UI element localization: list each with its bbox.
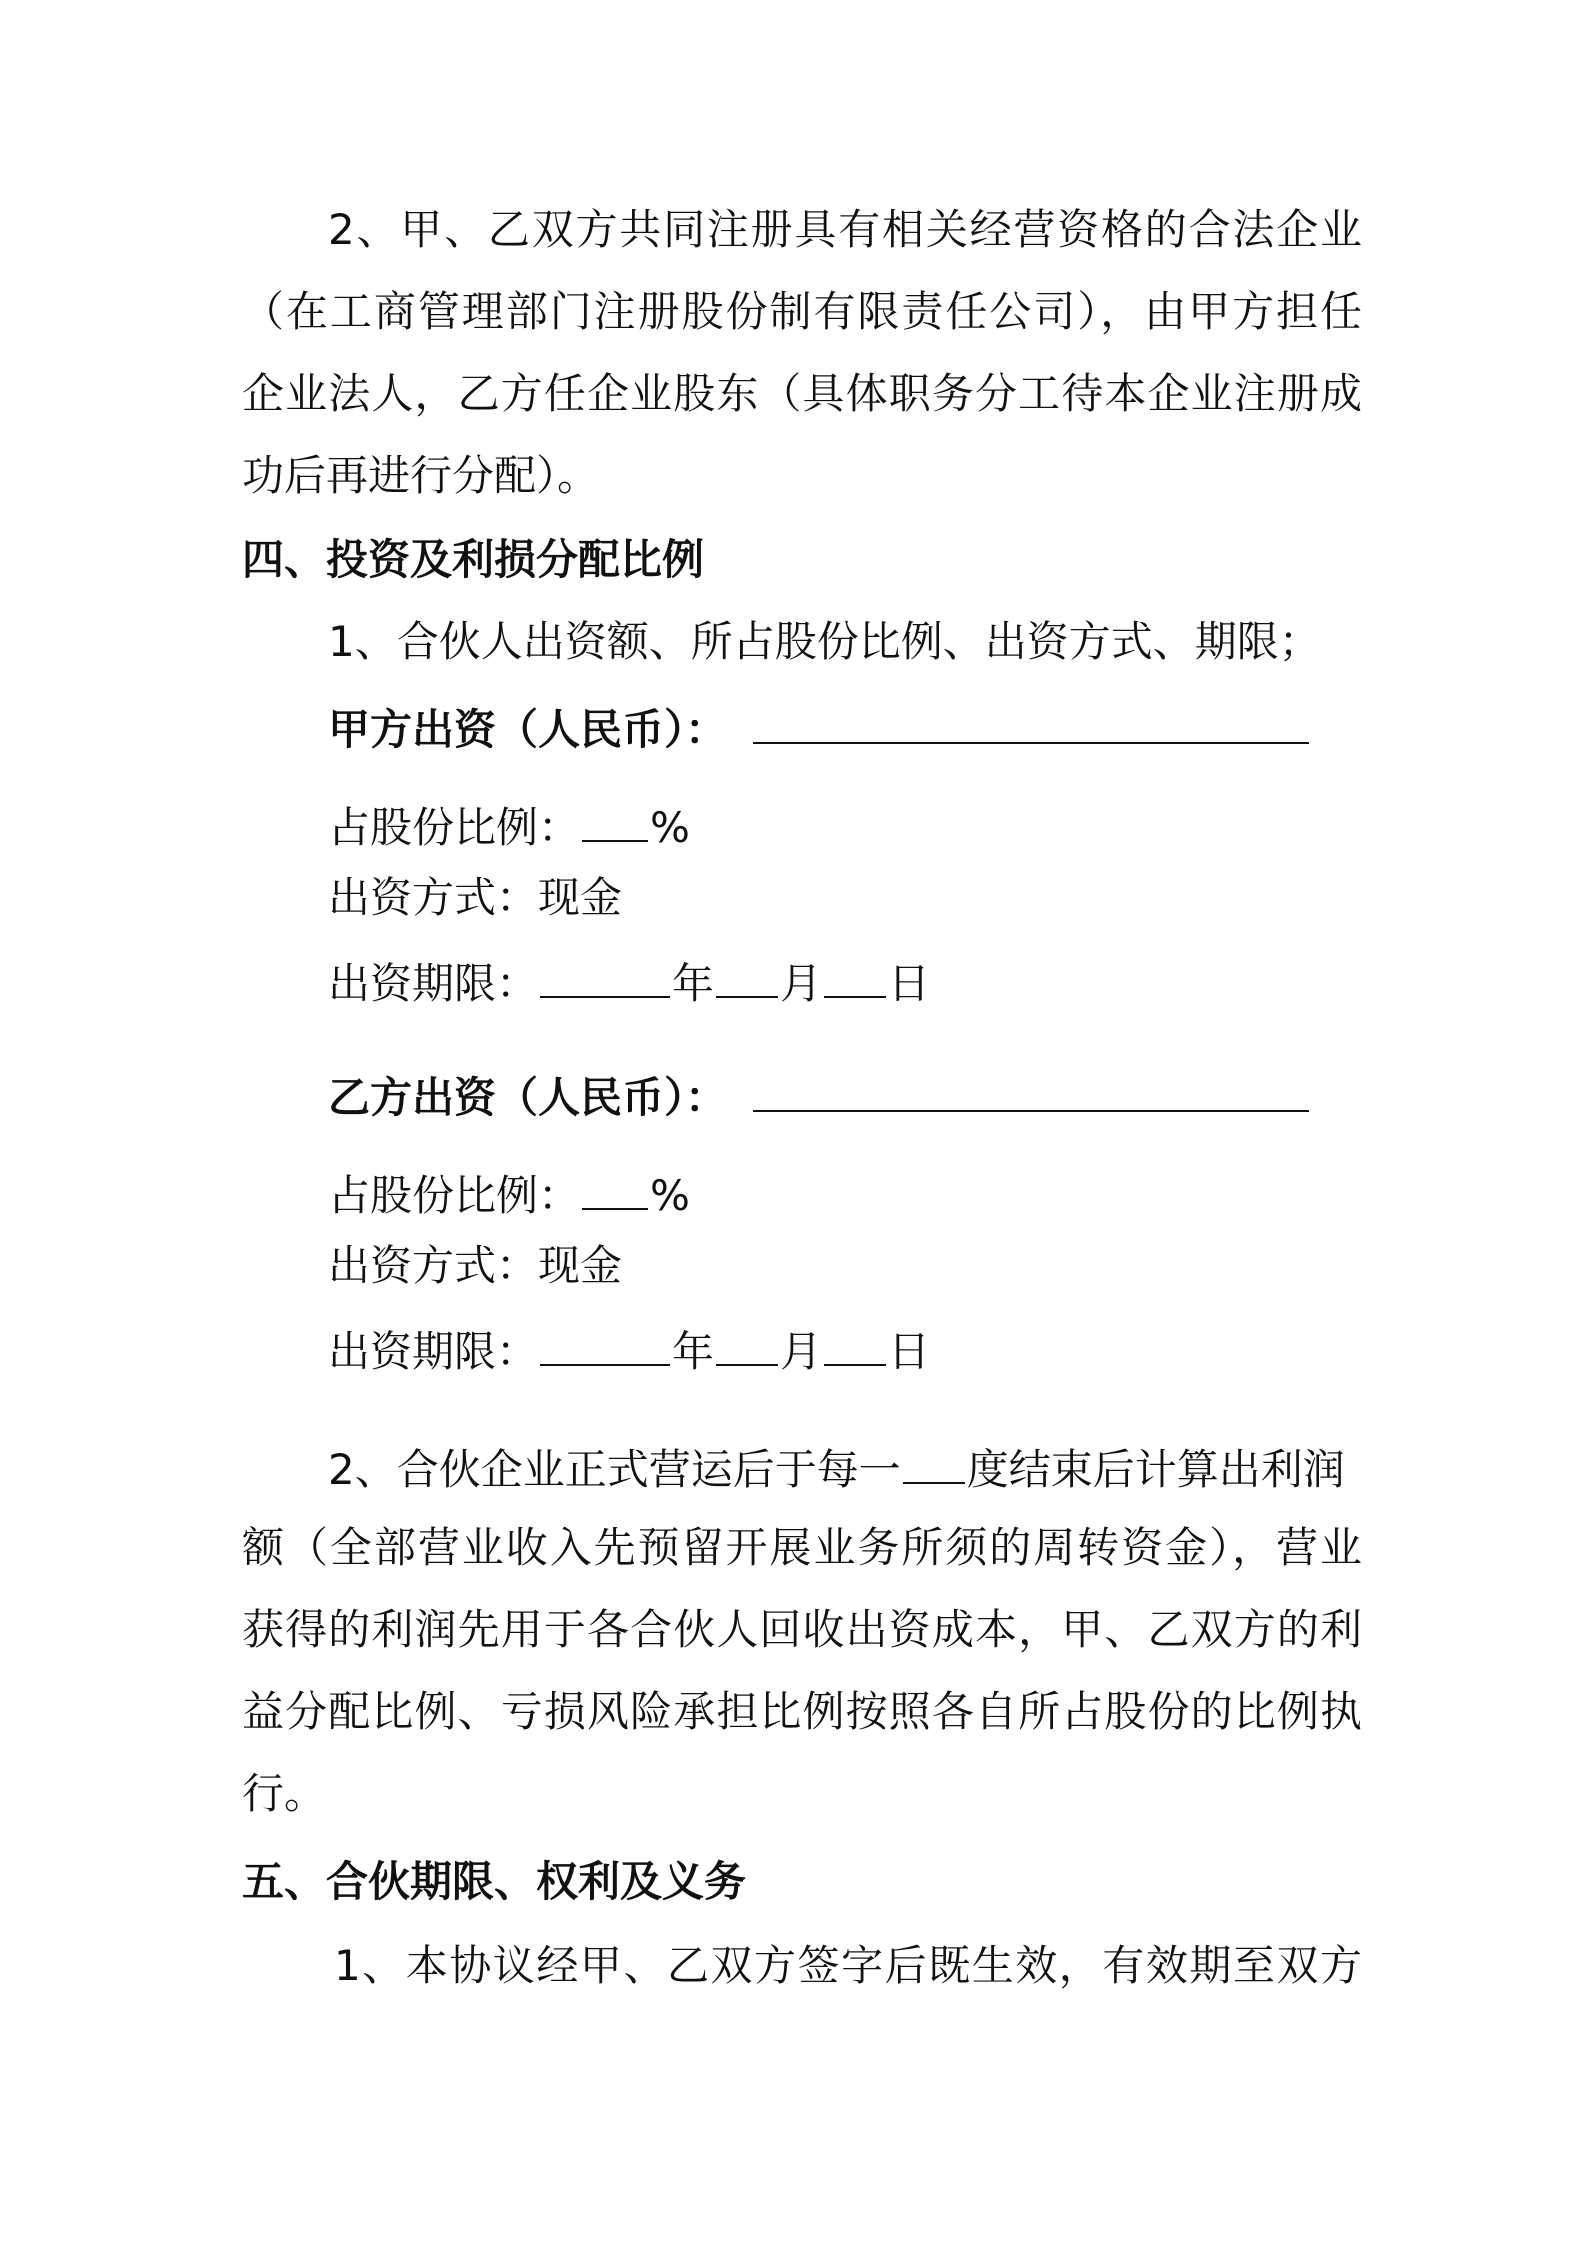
section-heading: 五、合伙期限、权利及义务 [242, 1857, 747, 1906]
paragraph-line: 行。 [242, 1769, 327, 1818]
party-a-share-blank[interactable] [582, 794, 648, 842]
paragraph-line: 2、甲、乙双方共同注册具有相关经营资格的合法企业 [328, 205, 1362, 254]
paragraph-line: （在工商管理部门注册股份制有限责任公司），由甲方担任 [242, 287, 1362, 336]
party-a-method-row: 出资方式：现金 [328, 873, 623, 922]
day-label: 日 [888, 1327, 931, 1376]
party-b-term-row [328, 1318, 1362, 1378]
year-label: 年 [672, 1327, 715, 1376]
paragraph-line: 益分配比例、亏损风险承担比例按照各自所占股份的比例执 [242, 1687, 1362, 1736]
party-b-share-row [328, 1162, 1362, 1222]
month-label: 月 [780, 959, 823, 1008]
party-b-share-label: 占股份比例： [328, 1171, 581, 1220]
party-a-capital-blank[interactable] [753, 696, 1309, 744]
party-a-term-row [328, 950, 1362, 1010]
month-blank[interactable] [716, 950, 778, 998]
party-b-capital-label: 乙方出资（人民币）： [328, 1073, 728, 1122]
item-heading: 1、合伙人出资额、所占股份比例、出资方式、期限； [328, 617, 1321, 666]
party-b-share-blank[interactable] [582, 1162, 648, 1210]
party-a-share-row [328, 794, 1362, 854]
party-a-capital-label: 甲方出资（人民币）： [328, 705, 728, 754]
party-b-term-label: 出资期限： [328, 1327, 539, 1376]
day-blank[interactable] [824, 950, 886, 998]
period-blank[interactable] [903, 1436, 965, 1484]
day-blank[interactable] [824, 1318, 886, 1366]
paragraph-line [328, 1436, 1362, 1496]
paragraph-line: 1、本协议经甲、乙双方签字后既生效，有效期至双方 [334, 1941, 1362, 1990]
party-b-capital-blank[interactable] [753, 1064, 1309, 1112]
month-blank[interactable] [716, 1318, 778, 1366]
year-blank[interactable] [540, 1318, 670, 1366]
section-heading: 四、投资及利损分配比例 [242, 535, 705, 584]
party-a-capital-row [328, 696, 1362, 756]
text-fragment: 度结束后计算出利润 [966, 1445, 1345, 1494]
month-label: 月 [780, 1327, 823, 1376]
paragraph-line: 企业法人，乙方任企业股东（具体职务分工待本企业注册成 [242, 369, 1362, 418]
paragraph-line: 额（全部营业收入先预留开展业务所须的周转资金），营业 [242, 1523, 1362, 1572]
text-fragment: 2、合伙企业正式营运后于每一 [328, 1445, 901, 1494]
party-a-term-label: 出资期限： [328, 959, 539, 1008]
year-blank[interactable] [540, 950, 670, 998]
party-b-capital-row [328, 1064, 1362, 1124]
percent-sign: % [650, 803, 690, 852]
percent-sign: % [650, 1171, 690, 1220]
party-a-share-label: 占股份比例： [328, 803, 581, 852]
year-label: 年 [672, 959, 715, 1008]
paragraph-line: 功后再进行分配）。 [242, 451, 600, 500]
party-b-method-row: 出资方式：现金 [328, 1241, 623, 1290]
day-label: 日 [888, 959, 931, 1008]
paragraph-line: 获得的利润先用于各合伙人回收出资成本，甲、乙双方的利 [242, 1605, 1362, 1654]
